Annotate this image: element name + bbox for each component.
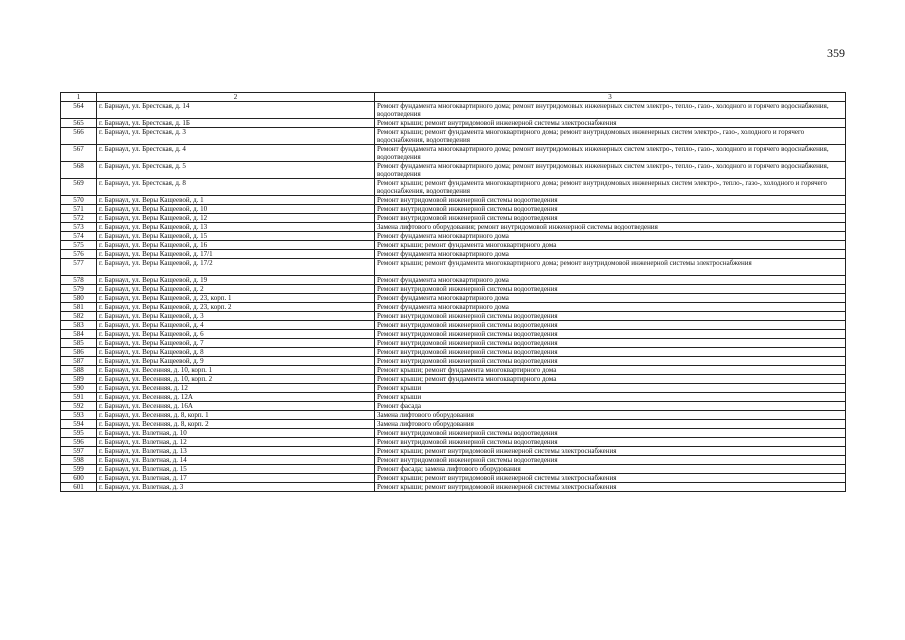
row-address: г. Барнаул, ул. Весенняя, д. 12А: [97, 393, 375, 402]
row-works: Ремонт внутридомовой инженерной системы водоотведения: [375, 438, 846, 447]
table-row: [61, 128, 846, 145]
row-number: 573: [61, 223, 97, 232]
row-address: г. Барнаул, ул. Веры Кащеевой, д. 23, корп. 2: [97, 303, 375, 312]
table-row: [61, 145, 846, 162]
table-row: [61, 384, 846, 393]
table-row: [61, 339, 846, 348]
table-row: [61, 223, 846, 232]
row-number: 596: [61, 438, 97, 447]
row-works: Ремонт внутридомовой инженерной системы водоотведения: [375, 312, 846, 321]
row-address: г. Барнаул, ул. Взлетная, д. 3: [97, 483, 375, 492]
table-row: [61, 119, 846, 128]
table-row: [61, 411, 846, 420]
table-row: [61, 162, 846, 179]
row-address: г. Барнаул, ул. Брестская, д. 5: [97, 162, 375, 179]
table-row: [61, 447, 846, 456]
row-address: г. Барнаул, ул. Весенняя, д. 10, корп. 1: [97, 366, 375, 375]
row-works: Ремонт фасада; замена лифтового оборудования: [375, 465, 846, 474]
row-address: г. Барнаул, ул. Брестская, д. 1Б: [97, 119, 375, 128]
row-number: 570: [61, 196, 97, 205]
row-address: г. Барнаул, ул. Брестская, д. 8: [97, 179, 375, 196]
row-address: г. Барнаул, ул. Веры Кащеевой, д. 23, корп. 1: [97, 294, 375, 303]
table-row: [61, 196, 846, 205]
row-works: Ремонт крыши; ремонт внутридомовой инженерной системы электроснабжения: [375, 474, 846, 483]
row-number: 569: [61, 179, 97, 196]
table-header: [61, 93, 846, 102]
row-number: 584: [61, 330, 97, 339]
table-row: [61, 330, 846, 339]
row-address: г. Барнаул, ул. Весенняя, д. 12: [97, 384, 375, 393]
row-works: Ремонт фундамента многоквартирного дома: [375, 250, 846, 259]
row-address: г. Барнаул, ул. Брестская, д. 4: [97, 145, 375, 162]
row-works: Ремонт крыши; ремонт фундамента многоквартирного дома: [375, 241, 846, 250]
table-row: [61, 402, 846, 411]
table-row: [61, 357, 846, 366]
row-works: Ремонт фундамента многоквартирного дома: [375, 232, 846, 241]
row-number: 578: [61, 276, 97, 285]
row-works: Ремонт внутридомовой инженерной системы водоотведения: [375, 357, 846, 366]
row-address: г. Барнаул, ул. Веры Кащеевой, д. 9: [97, 357, 375, 366]
row-address: г. Барнаул, ул. Взлетная, д. 14: [97, 456, 375, 465]
row-number: 586: [61, 348, 97, 357]
row-works: Ремонт внутридомовой инженерной системы водоотведения: [375, 429, 846, 438]
row-number: 600: [61, 474, 97, 483]
row-works: Ремонт фундамента многоквартирного дома: [375, 303, 846, 312]
row-number: 599: [61, 465, 97, 474]
row-works: Замена лифтового оборудования: [375, 420, 846, 429]
row-address: г. Барнаул, ул. Веры Кащеевой, д. 19: [97, 276, 375, 285]
table-row: [61, 393, 846, 402]
row-number: 590: [61, 384, 97, 393]
row-number: 592: [61, 402, 97, 411]
row-works: Ремонт фундамента многоквартирного дома; ремонт внутридомовых инженерных систем электро-, тепло-, газо-, холодного и горячего водоснабжения, водоотведения: [375, 145, 846, 162]
row-address: г. Барнаул, ул. Весенняя, д. 16А: [97, 402, 375, 411]
row-number: 593: [61, 411, 97, 420]
row-address: г. Барнаул, ул. Веры Кащеевой, д. 7: [97, 339, 375, 348]
row-works: Ремонт внутридомовой инженерной системы водоотведения: [375, 321, 846, 330]
table-row: [61, 312, 846, 321]
row-address: г. Барнаул, ул. Веры Кащеевой, д. 6: [97, 330, 375, 339]
row-works: Ремонт внутридомовой инженерной системы водоотведения: [375, 348, 846, 357]
row-works: Ремонт крыши; ремонт внутридомовой инженерной системы электроснабжения: [375, 447, 846, 456]
row-address: г. Барнаул, ул. Веры Кащеевой, д. 8: [97, 348, 375, 357]
row-works: Ремонт фундамента многоквартирного дома; ремонт внутридомовых инженерных систем электро-, тепло-, газо-, холодного и горячего водоснабжения, водоотведения: [375, 162, 846, 179]
row-number: 575: [61, 241, 97, 250]
row-address: г. Барнаул, ул. Веры Кащеевой, д. 10: [97, 205, 375, 214]
row-address: г. Барнаул, ул. Весенняя, д. 8, корп. 2: [97, 420, 375, 429]
row-works: Ремонт внутридомовой инженерной системы водоотведения: [375, 339, 846, 348]
row-works: Ремонт фасада: [375, 402, 846, 411]
table-row: [61, 294, 846, 303]
row-address: г. Барнаул, ул. Взлетная, д. 10: [97, 429, 375, 438]
row-address: г. Барнаул, ул. Брестская, д. 3: [97, 128, 375, 145]
housing-repair-table: [60, 92, 846, 492]
row-number: 574: [61, 232, 97, 241]
table-row: [61, 420, 846, 429]
row-works: Ремонт внутридомовой инженерной системы водоотведения: [375, 214, 846, 223]
row-address: г. Барнаул, ул. Веры Кащеевой, д. 15: [97, 232, 375, 241]
row-number: 580: [61, 294, 97, 303]
row-address: г. Барнаул, ул. Веры Кащеевой, д. 4: [97, 321, 375, 330]
row-number: 566: [61, 128, 97, 145]
row-number: 581: [61, 303, 97, 312]
row-address: г. Барнаул, ул. Веры Кащеевой, д. 1: [97, 196, 375, 205]
row-number: 577: [61, 259, 97, 276]
row-number: 587: [61, 357, 97, 366]
row-number: 589: [61, 375, 97, 384]
table-row: [61, 205, 846, 214]
row-works: Ремонт крыши; ремонт фундамента многоквартирного дома; ремонт внутридомовых инженерных систем электро-, газо-, холодного и горячего водоснабжения, водоотведения: [375, 128, 846, 145]
row-address: г. Барнаул, ул. Взлетная, д. 17: [97, 474, 375, 483]
row-number: 568: [61, 162, 97, 179]
row-number: 588: [61, 366, 97, 375]
table-row: [61, 276, 846, 285]
row-works: Ремонт крыши; ремонт внутридомовой инженерной системы электроснабжения: [375, 119, 846, 128]
table-row: [61, 232, 846, 241]
header-row: [61, 93, 846, 102]
row-works: Ремонт крыши; ремонт фундамента многоквартирного дома: [375, 366, 846, 375]
row-address: г. Барнаул, ул. Взлетная, д. 12: [97, 438, 375, 447]
row-number: 591: [61, 393, 97, 402]
row-number: 565: [61, 119, 97, 128]
table-row: [61, 375, 846, 384]
row-works: Ремонт внутридомовой инженерной системы водоотведения: [375, 456, 846, 465]
table-row: [61, 102, 846, 119]
row-number: 564: [61, 102, 97, 119]
row-number: 594: [61, 420, 97, 429]
row-address: г. Барнаул, ул. Веры Кащеевой, д. 17/2: [97, 259, 375, 276]
row-number: 598: [61, 456, 97, 465]
row-works: Ремонт фундамента многоквартирного дома; ремонт внутридомовых инженерных систем электро-, тепло-, газо-, холодного и горячего водоснабжения, водоотведения: [375, 102, 846, 119]
page-number: 359: [827, 46, 845, 60]
row-works: Ремонт крыши; ремонт фундамента многоквартирного дома: [375, 375, 846, 384]
table-row: [61, 474, 846, 483]
row-number: 571: [61, 205, 97, 214]
row-works: Ремонт крыши; ремонт внутридомовой инженерной системы электроснабжения: [375, 483, 846, 492]
row-address: г. Барнаул, ул. Взлетная, д. 15: [97, 465, 375, 474]
table-body: [61, 102, 846, 492]
table-row: [61, 285, 846, 294]
row-number: 582: [61, 312, 97, 321]
row-address: г. Барнаул, ул. Веры Кащеевой, д. 12: [97, 214, 375, 223]
row-number: 572: [61, 214, 97, 223]
row-address: г. Барнаул, ул. Весенняя, д. 10, корп. 2: [97, 375, 375, 384]
row-number: 597: [61, 447, 97, 456]
row-number: 583: [61, 321, 97, 330]
row-works: Ремонт внутридомовой инженерной системы водоотведения: [375, 196, 846, 205]
table-row: [61, 321, 846, 330]
row-number: 601: [61, 483, 97, 492]
row-works: Ремонт внутридомовой инженерной системы водоотведения: [375, 285, 846, 294]
row-works: Ремонт фундамента многоквартирного дома: [375, 294, 846, 303]
row-works: Замена лифтового оборудования; ремонт внутридомовой инженерной системы водоотведения: [375, 223, 846, 232]
header-col-works: 3: [375, 93, 846, 102]
table-row: [61, 465, 846, 474]
row-address: г. Барнаул, ул. Веры Кащеевой, д. 16: [97, 241, 375, 250]
row-works: Замена лифтового оборудования: [375, 411, 846, 420]
row-works: Ремонт крыши; ремонт фундамента многоквартирного дома; ремонт внутридомовой инженерной системы электроснабжения: [375, 259, 846, 276]
row-address: г. Барнаул, ул. Веры Кащеевой, д. 17/1: [97, 250, 375, 259]
row-number: 567: [61, 145, 97, 162]
row-works: Ремонт внутридомовой инженерной системы водоотведения: [375, 205, 846, 214]
row-address: г. Барнаул, ул. Веры Кащеевой, д. 2: [97, 285, 375, 294]
row-works: Ремонт внутридомовой инженерной системы водоотведения: [375, 330, 846, 339]
table-row: [61, 438, 846, 447]
row-address: г. Барнаул, ул. Веры Кащеевой, д. 3: [97, 312, 375, 321]
row-number: 585: [61, 339, 97, 348]
table-row: [61, 250, 846, 259]
row-address: г. Барнаул, ул. Взлетная, д. 13: [97, 447, 375, 456]
header-col-address: 2: [97, 93, 375, 102]
row-number: 579: [61, 285, 97, 294]
row-address: г. Барнаул, ул. Веры Кащеевой, д. 13: [97, 223, 375, 232]
table-row: [61, 259, 846, 276]
row-works: Ремонт крыши: [375, 393, 846, 402]
table-row: [61, 483, 846, 492]
row-works: Ремонт фундамента многоквартирного дома: [375, 276, 846, 285]
table-row: [61, 456, 846, 465]
row-address: г. Барнаул, ул. Весенняя, д. 8, корп. 1: [97, 411, 375, 420]
row-address: г. Барнаул, ул. Брестская, д. 14: [97, 102, 375, 119]
table-row: [61, 303, 846, 312]
row-works: Ремонт крыши: [375, 384, 846, 393]
table-row: [61, 366, 846, 375]
table-row: [61, 179, 846, 196]
table-row: [61, 214, 846, 223]
header-col-number: 1: [61, 93, 97, 102]
row-number: 595: [61, 429, 97, 438]
table-row: [61, 348, 846, 357]
table-row: [61, 241, 846, 250]
row-works: Ремонт крыши; ремонт фундамента многоквартирного дома; ремонт внутридомовых инженерных систем электро-, тепло-, газо-, холодного и горячего водоснабжения, водоотведения: [375, 179, 846, 196]
table-row: [61, 429, 846, 438]
row-number: 576: [61, 250, 97, 259]
